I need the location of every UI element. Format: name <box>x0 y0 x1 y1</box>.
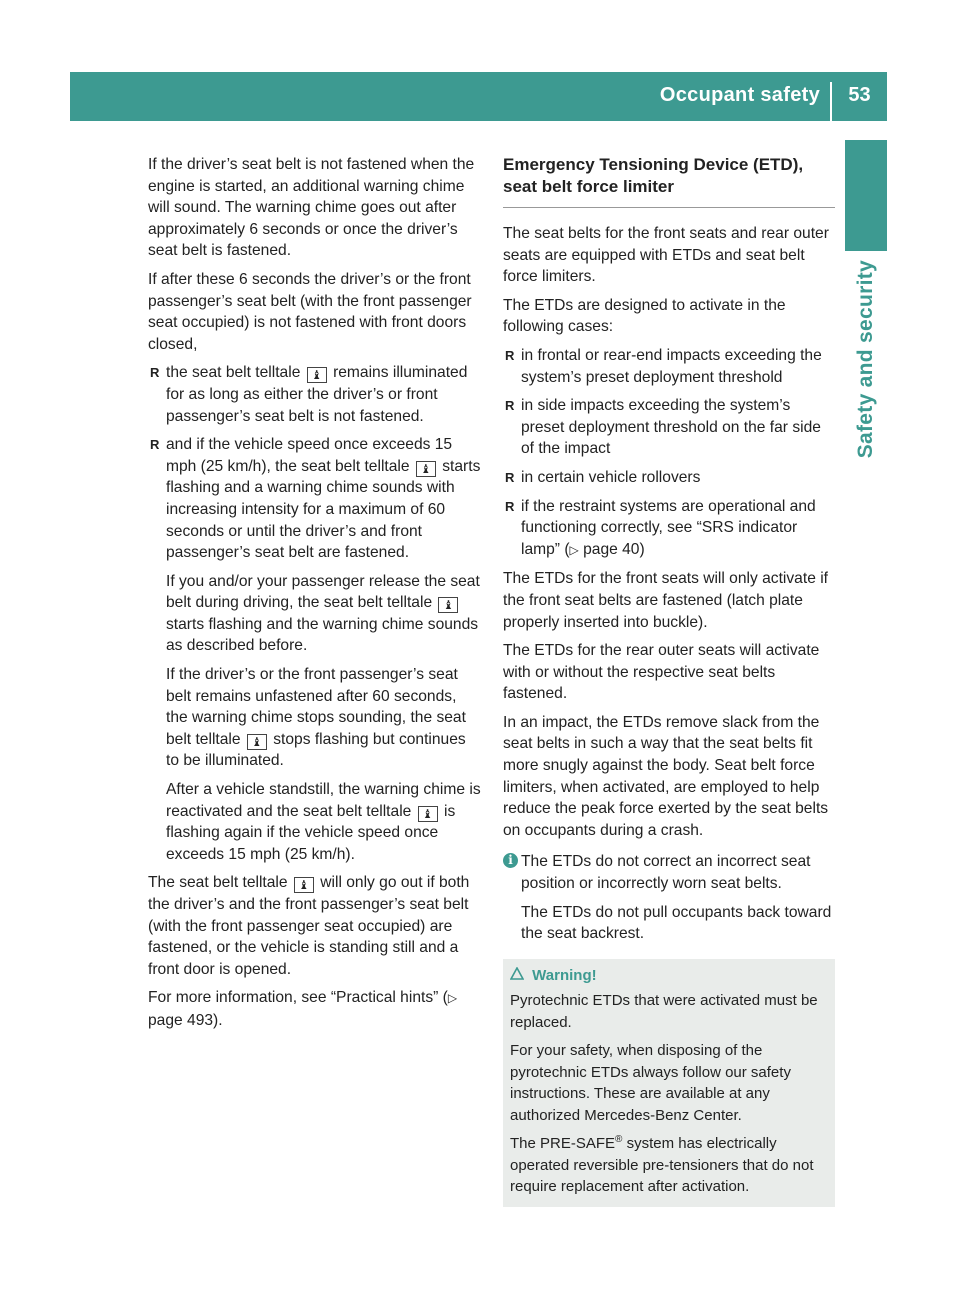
header-bar <box>70 72 887 121</box>
seat-belt-telltale-icon: ♝ <box>438 597 458 613</box>
bullet-mark: R <box>505 398 515 414</box>
paragraph: If the driver’s seat belt is not fastened when the engine is started, an additional warning chime will sound. The warning chime goes out after approximately 6 seconds or once the driver’s seat belt is fastened. <box>148 156 475 260</box>
seat-belt-telltale-icon: ♝ <box>247 734 267 750</box>
page-reference-link[interactable]: page 493). <box>148 1011 223 1029</box>
sub-paragraph: If the driver’s or the front passenger’s seat belt remains unfastened after 60 seconds, the warning chime stops sounding, the seat belt telltale ♝ stops flashing but continues to be illuminated. <box>166 666 466 770</box>
bullet-mark: R <box>505 347 515 363</box>
section-title: Occupant safety <box>659 84 820 106</box>
bullet-mark: R <box>150 365 160 381</box>
warning-text: For your safety, when disposing of the pyrotechnic ETDs always follow our safety instructions. These are available at any authorized Mercedes-Benz Center. <box>510 1042 791 1124</box>
paragraph: The ETDs are designed to activate in the following cases: <box>503 296 786 336</box>
left-column <box>148 154 482 1039</box>
warning-title: Warning! <box>510 965 828 987</box>
chapter-tab <box>845 140 887 251</box>
bullet-item: R if the restraint systems are operational and functioning correctly, see “SRS indicator lamp” (▷ page 40) <box>505 497 816 558</box>
warning-triangle-icon <box>510 965 528 987</box>
bullet-mark: R <box>150 437 160 453</box>
paragraph: In an impact, the ETDs remove slack from the seat belts in such a way that the seat belts fit more snugly against the body. Seat belt force limiters, when activated, are employed to help reduce the peak force exerted by the seat belts on occupants during a crash. <box>503 713 829 839</box>
warning-text: The PRE-SAFE® system has electrically operated reversible pre-tensioners that do not require replacement after activation. <box>510 1134 814 1196</box>
bullet-item: R in frontal or rear-end impacts exceeding the system’s preset deployment threshold <box>505 346 822 386</box>
paragraph: The ETDs for the rear outer seats will activate with or without the respective seat belts fastened. <box>503 642 820 703</box>
seat-belt-telltale-icon: ♝ <box>416 461 436 477</box>
warning-box <box>503 959 835 1207</box>
paragraph: The ETDs for the front seats will only activate if the front seat belts are fastened (latch plate properly inserted into buckle). <box>503 570 828 631</box>
bullet-mark: R <box>505 498 515 514</box>
sub-paragraph: If you and/or your passenger release the seat belt during driving, the seat belt telltale ♝ starts flashing and the warning chime sounds as described before. <box>166 572 480 655</box>
sub-paragraph: After a vehicle standstill, the warning chime is reactivated and the seat belt telltale ♝ is flashing again if the vehicle speed once exceeds 15 mph (25 km/h). <box>166 781 481 863</box>
page-number: 53 <box>848 84 871 106</box>
paragraph: For more information, see “Practical hints” (▷ page 493). <box>148 989 458 1029</box>
page-reference-link[interactable]: page 40) <box>583 540 645 558</box>
seat-belt-telltale-icon: ♝ <box>418 806 438 822</box>
seat-belt-telltale-icon: ♝ <box>307 367 327 383</box>
bullet-mark: R <box>505 469 515 485</box>
chapter-label-text: Safety and security <box>854 260 877 459</box>
paragraph: If after these 6 seconds the driver’s or the front passenger’s seat belt (with the front passenger seat occupied) is not fastened with front doors closed, <box>148 270 472 353</box>
bullet-item: R and if the vehicle speed once exceeds 15 mph (25 km/h), the seat belt telltale ♝ starts flashing and a warning chime sounds with increasing intensity for a maximum of 60 seconds or until the driver’s and front passenger’s seat belt are fastened. <box>150 436 481 562</box>
bullet-item: R in side impacts exceeding the system’s preset deployment threshold on the far side of the impact <box>505 397 821 458</box>
page-arrow-icon: ▷ <box>447 991 458 1006</box>
section-heading: Emergency Tensioning Device (ETD), seat belt force limiter <box>503 154 835 208</box>
seat-belt-telltale-icon: ♝ <box>294 877 314 893</box>
info-note: i The ETDs do not correct an incorrect seat position or incorrectly worn seat belts. The ETDs do not pull occupants back toward the seat backrest. <box>503 851 835 944</box>
page-arrow-icon: ▷ <box>569 542 579 557</box>
info-icon: i <box>503 853 518 868</box>
right-column <box>503 154 835 1207</box>
paragraph: The seat belts for the front seats and rear outer seats are equipped with ETDs and seat belt force limiters. <box>503 225 829 286</box>
paragraph: The seat belt telltale ♝ will only go out if both the driver’s and the front passenger’s seat belt (with the front passenger seat occupied) are fastened, or the vehicle is standing still and a front door is opened. <box>148 874 470 978</box>
bullet-item: R the seat belt telltale ♝ remains illuminated for as long as either the driver’s or front passenger’s seat belt is not fastened. <box>150 364 468 425</box>
bullet-item: R in certain vehicle rollovers <box>503 467 835 489</box>
warning-text: Pyrotechnic ETDs that were activated must be replaced. <box>510 992 818 1031</box>
